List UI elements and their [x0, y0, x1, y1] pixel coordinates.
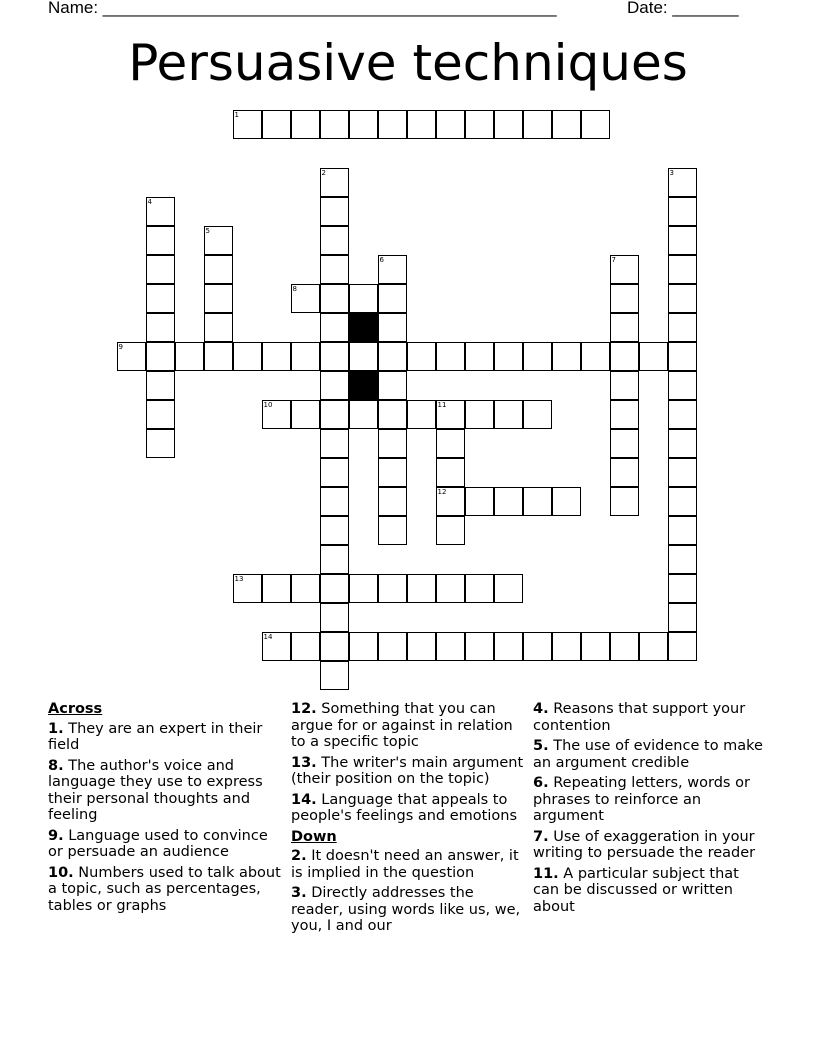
- clue-item: [291, 848, 526, 881]
- grid-cell-number: 13: [234, 574, 244, 583]
- grid-cell[interactable]: [320, 197, 349, 226]
- grid-cell[interactable]: [320, 226, 349, 255]
- grid-cell[interactable]: [436, 516, 465, 545]
- grid-cell-number: 11: [437, 400, 447, 409]
- grid-cell[interactable]: [349, 632, 378, 661]
- grid-cell[interactable]: [407, 342, 436, 371]
- grid-block: [349, 371, 378, 400]
- clue-item: [291, 755, 526, 788]
- clue-number: 14.: [291, 791, 317, 808]
- grid-cell[interactable]: [552, 110, 581, 139]
- grid-cell[interactable]: [262, 632, 291, 661]
- clues-column-3: [533, 701, 768, 919]
- grid-cell[interactable]: [320, 110, 349, 139]
- grid-cell[interactable]: [523, 342, 552, 371]
- grid-cell[interactable]: [436, 342, 465, 371]
- clue-text: Repeating letters, words or phrases to reinforce an argument: [533, 775, 750, 824]
- grid-cell-number: 12: [437, 487, 447, 496]
- grid-cell-number: 9: [118, 342, 123, 351]
- grid-cell-number: 7: [611, 255, 616, 264]
- grid-cell[interactable]: [291, 574, 320, 603]
- grid-cell[interactable]: [610, 371, 639, 400]
- grid-cell[interactable]: [494, 632, 523, 661]
- grid-cell[interactable]: [465, 574, 494, 603]
- clue-text: They are an expert in their field: [48, 720, 263, 753]
- grid-cell[interactable]: [204, 284, 233, 313]
- grid-cell[interactable]: [378, 284, 407, 313]
- grid-cell[interactable]: [349, 400, 378, 429]
- across-heading: Across: [48, 701, 103, 717]
- grid-cell[interactable]: [668, 400, 697, 429]
- grid-cell[interactable]: [320, 487, 349, 516]
- clue-item: [533, 701, 768, 734]
- clue-number: 7.: [533, 828, 549, 845]
- grid-cell[interactable]: [494, 487, 523, 516]
- grid-cell[interactable]: [233, 110, 262, 139]
- clue-number: 11.: [533, 865, 559, 882]
- grid-cell[interactable]: [639, 632, 668, 661]
- grid-cell[interactable]: [668, 603, 697, 632]
- clue-text: The author's voice and language they use to express their personal thoughts and feeling: [48, 757, 263, 823]
- clue-item: [48, 758, 283, 824]
- grid-cell[interactable]: [320, 545, 349, 574]
- clue-number: 9.: [48, 827, 64, 844]
- grid-cell[interactable]: [378, 429, 407, 458]
- grid-cell[interactable]: [378, 458, 407, 487]
- clue-text: Reasons that support your contention: [533, 701, 746, 734]
- grid-cell-number: 4: [147, 197, 152, 206]
- grid-cell[interactable]: [146, 255, 175, 284]
- grid-cell-number: 5: [205, 226, 210, 235]
- clue-number: 6.: [533, 775, 549, 791]
- grid-cell[interactable]: [378, 400, 407, 429]
- grid-cell[interactable]: [204, 226, 233, 255]
- clue-text: The writer's main argument (their position on the topic): [291, 754, 524, 787]
- clue-item: [533, 738, 768, 771]
- grid-cell[interactable]: [668, 458, 697, 487]
- grid-cell[interactable]: [146, 429, 175, 458]
- grid-cell[interactable]: [349, 342, 378, 371]
- grid-cell[interactable]: [668, 226, 697, 255]
- grid-cell[interactable]: [349, 284, 378, 313]
- page-title: Persuasive techniques: [128, 34, 688, 92]
- grid-cell[interactable]: [146, 313, 175, 342]
- grid-cell[interactable]: [668, 371, 697, 400]
- grid-cell[interactable]: [320, 661, 349, 690]
- grid-cell[interactable]: [668, 197, 697, 226]
- clue-item: [533, 775, 768, 825]
- grid-cell[interactable]: [407, 574, 436, 603]
- grid-cell[interactable]: [523, 632, 552, 661]
- grid-cell[interactable]: [436, 400, 465, 429]
- grid-cell[interactable]: [465, 400, 494, 429]
- grid-cell[interactable]: [639, 342, 668, 371]
- clue-number: 2.: [291, 848, 307, 864]
- grid-cell[interactable]: [262, 342, 291, 371]
- grid-cell[interactable]: [436, 110, 465, 139]
- grid-cell-number: 14: [263, 632, 273, 641]
- clue-text: The use of evidence to make an argument credible: [533, 738, 763, 771]
- grid-cell[interactable]: [436, 632, 465, 661]
- grid-block: [349, 313, 378, 342]
- grid-cell[interactable]: [349, 110, 378, 139]
- clue-text: It doesn't need an answer, it is implied in the question: [291, 848, 519, 881]
- grid-cell[interactable]: [378, 487, 407, 516]
- grid-cell[interactable]: [610, 255, 639, 284]
- grid-cell[interactable]: [349, 574, 378, 603]
- clue-text: Numbers used to talk about a topic, such as percentages, tables or graphs: [48, 864, 281, 914]
- name-field[interactable]: Name: ________________________________________________: [48, 0, 557, 17]
- grid-cell[interactable]: [581, 110, 610, 139]
- grid-cell[interactable]: [146, 371, 175, 400]
- grid-cell[interactable]: [320, 516, 349, 545]
- grid-cell[interactable]: [262, 400, 291, 429]
- grid-cell[interactable]: [320, 429, 349, 458]
- grid-cell[interactable]: [291, 400, 320, 429]
- grid-cell[interactable]: [291, 284, 320, 313]
- grid-cell[interactable]: [465, 342, 494, 371]
- clue-text: Use of exaggeration in your writing to persuade the reader: [533, 828, 756, 861]
- date-field[interactable]: Date: _______: [627, 0, 739, 17]
- grid-cell[interactable]: [523, 110, 552, 139]
- grid-cell[interactable]: [610, 632, 639, 661]
- grid-cell[interactable]: [668, 545, 697, 574]
- grid-cell[interactable]: [378, 574, 407, 603]
- grid-cell[interactable]: [494, 342, 523, 371]
- clue-item: [48, 721, 283, 754]
- grid-cell[interactable]: [378, 342, 407, 371]
- grid-cell[interactable]: [407, 632, 436, 661]
- clue-number: 1.: [48, 720, 64, 737]
- grid-cell[interactable]: [668, 342, 697, 371]
- grid-cell[interactable]: [320, 342, 349, 371]
- grid-cell[interactable]: [494, 400, 523, 429]
- grid-cell[interactable]: [175, 342, 204, 371]
- grid-cell-number: 2: [321, 168, 326, 177]
- grid-cell[interactable]: [233, 574, 262, 603]
- clue-text: Language used to convince or persuade an audience: [48, 827, 268, 860]
- grid-cell[interactable]: [668, 487, 697, 516]
- grid-cell[interactable]: [494, 574, 523, 603]
- grid-cell[interactable]: [320, 632, 349, 661]
- grid-cell[interactable]: [610, 487, 639, 516]
- clue-number: 12.: [291, 701, 317, 717]
- down-heading: Down: [291, 828, 337, 845]
- grid-cell[interactable]: [668, 313, 697, 342]
- clue-number: 10.: [48, 864, 74, 881]
- clue-text: A particular subject that can be discussed or written about: [533, 865, 739, 915]
- grid-cell[interactable]: [436, 429, 465, 458]
- clue-item: [291, 701, 526, 751]
- grid-cell[interactable]: [552, 632, 581, 661]
- grid-cell[interactable]: [523, 400, 552, 429]
- grid-cell[interactable]: [378, 313, 407, 342]
- grid-cell[interactable]: [668, 284, 697, 313]
- grid-cell[interactable]: [610, 429, 639, 458]
- grid-cell[interactable]: [610, 313, 639, 342]
- clue-number: 13.: [291, 754, 317, 771]
- grid-cell[interactable]: [610, 458, 639, 487]
- grid-cell[interactable]: [146, 342, 175, 371]
- grid-cell[interactable]: [523, 487, 552, 516]
- grid-cell[interactable]: [407, 110, 436, 139]
- grid-cell[interactable]: [146, 226, 175, 255]
- grid-cell[interactable]: [378, 632, 407, 661]
- grid-cell[interactable]: [552, 342, 581, 371]
- grid-cell[interactable]: [378, 371, 407, 400]
- grid-cell[interactable]: [262, 110, 291, 139]
- grid-cell[interactable]: [320, 371, 349, 400]
- grid-cell[interactable]: [146, 400, 175, 429]
- grid-cell[interactable]: [668, 574, 697, 603]
- grid-cell-number: 10: [263, 400, 273, 409]
- clue-number: 3.: [291, 885, 307, 901]
- grid-cell[interactable]: [320, 400, 349, 429]
- grid-cell[interactable]: [610, 284, 639, 313]
- grid-cell[interactable]: [668, 255, 697, 284]
- grid-cell[interactable]: [668, 168, 697, 197]
- grid-cell[interactable]: [436, 458, 465, 487]
- grid-cell[interactable]: [320, 284, 349, 313]
- grid-cell[interactable]: [320, 458, 349, 487]
- grid-cell[interactable]: [233, 342, 262, 371]
- grid-cell[interactable]: [436, 487, 465, 516]
- grid-cell-number: 1: [234, 110, 239, 119]
- clues-column-2: [291, 701, 526, 939]
- grid-cell[interactable]: [552, 487, 581, 516]
- grid-cell[interactable]: [262, 574, 291, 603]
- grid-cell[interactable]: [668, 429, 697, 458]
- grid-cell[interactable]: [465, 632, 494, 661]
- grid-cell[interactable]: [378, 255, 407, 284]
- grid-cell[interactable]: [204, 255, 233, 284]
- grid-cell[interactable]: [407, 400, 436, 429]
- grid-cell[interactable]: [117, 342, 146, 371]
- clue-text: Language that appeals to people's feelings and emotions: [291, 791, 517, 824]
- grid-cell[interactable]: [320, 313, 349, 342]
- grid-cell[interactable]: [320, 574, 349, 603]
- grid-cell[interactable]: [610, 342, 639, 371]
- grid-cell[interactable]: [320, 255, 349, 284]
- clue-number: 5.: [533, 738, 549, 754]
- grid-cell[interactable]: [668, 632, 697, 661]
- grid-cell[interactable]: [146, 284, 175, 313]
- grid-cell[interactable]: [291, 110, 320, 139]
- grid-cell-number: 8: [292, 284, 297, 293]
- grid-cell[interactable]: [465, 110, 494, 139]
- clue-item: [291, 792, 526, 825]
- clue-text: Directly addresses the reader, using words like us, we, you, I and our: [291, 885, 521, 934]
- grid-cell[interactable]: [581, 632, 610, 661]
- grid-cell[interactable]: [668, 516, 697, 545]
- grid-cell[interactable]: [465, 487, 494, 516]
- grid-cell-number: 6: [379, 255, 384, 264]
- grid-cell[interactable]: [291, 342, 320, 371]
- clue-item: [48, 865, 283, 915]
- grid-cell[interactable]: [610, 400, 639, 429]
- grid-cell[interactable]: [146, 197, 175, 226]
- grid-cell[interactable]: [378, 516, 407, 545]
- clue-item: [533, 829, 768, 862]
- grid-cell[interactable]: [436, 574, 465, 603]
- grid-cell[interactable]: [204, 313, 233, 342]
- grid-cell[interactable]: [581, 342, 610, 371]
- clue-item: [291, 885, 526, 935]
- clue-item: [48, 828, 283, 861]
- grid-cell[interactable]: [378, 110, 407, 139]
- grid-cell[interactable]: [320, 603, 349, 632]
- clue-item: [533, 866, 768, 916]
- grid-cell[interactable]: [291, 632, 320, 661]
- grid-cell[interactable]: [320, 168, 349, 197]
- grid-cell[interactable]: [494, 110, 523, 139]
- clue-text: Something that you can argue for or against in relation to a specific topic: [291, 701, 513, 750]
- clues-column-1: [48, 701, 283, 918]
- clue-number: 4.: [533, 701, 549, 717]
- clue-number: 8.: [48, 757, 64, 774]
- grid-cell[interactable]: [204, 342, 233, 371]
- grid-cell-number: 3: [669, 168, 674, 177]
